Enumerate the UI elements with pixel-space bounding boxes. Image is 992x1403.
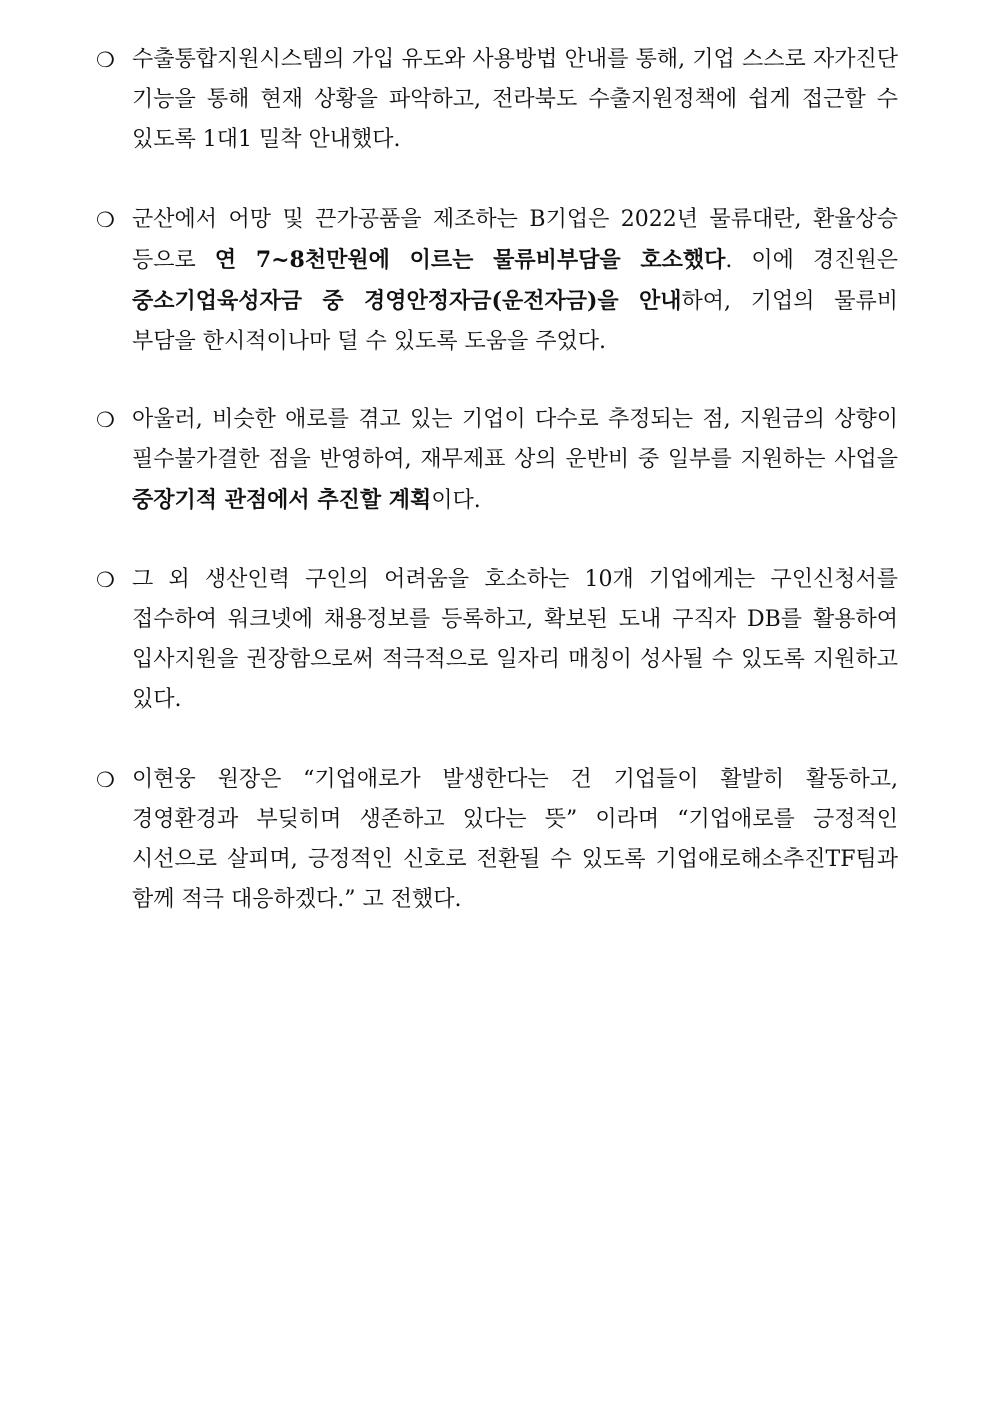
- text-run: 이현웅 원장은 “기업애로가 발생한다는 건 기업들이 활발히 활동하고, 경영환경과 부딪히며 생존하고 있다는 뜻” 이라며 “기업애로를 긍정적인 시선으로 살피며, 긍정적인 신호로 전환될 수 있도록 기업애로해소추진TF팀과 함께 적극 대응하겠다.” 고 전했다.: [132, 767, 898, 912]
- paragraph-text: [132, 200, 898, 362]
- paragraph-text: [132, 400, 898, 521]
- paragraph-text: [132, 560, 898, 720]
- emphasis-text: 중소기업육성자금 중 경영안정자금(운전자금)을 안내: [132, 288, 682, 314]
- paragraph-export-support: [96, 40, 898, 160]
- text-run: . 이에 경진원은: [725, 248, 898, 273]
- paragraph-long-term-plan: [96, 400, 898, 521]
- text-run: 아울러, 비슷한 애로를 겪고 있는 기업이 다수로 추정되는 점, 지원금의 상향이 필수불가결한 점을 반영하여, 재무제표 상의 운반비 중 일부를 지원하는 사업을: [132, 407, 898, 472]
- text-run: 그 외 생산인력 구인의 어려움을 호소하는 10개 기업에게는 구인신청서를 접수하여 워크넷에 채용정보를 등록하고, 확보된 도내 구직자 DB를 활용하여 입사지원을 권장함으로써 적극적으로 일자리 매칭이 성사될 수 있도록 지원하고 있다.: [132, 567, 898, 712]
- text-run: 수출통합지원시스템의 가입 유도와 사용방법 안내를 통해, 기업 스스로 자가진단 기능을 통해 현재 상황을 파악하고, 전라북도 수출지원정책에 쉽게 접근할 수 있도록 1대1 밀착 안내했다.: [132, 47, 898, 152]
- text-run: 이다.: [431, 488, 481, 513]
- bullet-icon: ❍: [96, 768, 115, 792]
- bullet-icon: ❍: [96, 568, 115, 592]
- emphasis-text: 중장기적 관점에서 추진할 계획: [132, 487, 432, 513]
- paragraph-job-matching: [96, 560, 898, 720]
- emphasis-text: 연 7~8천만원에 이르는 물류비부담을 호소했다: [214, 247, 726, 273]
- text-run: 군산에서 어망 및 끈가공품을 제조하는 B기업은 2022년 물류대란, 환율상승 등으로: [132, 207, 898, 273]
- paragraph-director-quote: [96, 760, 898, 920]
- bullet-icon: ❍: [96, 408, 115, 432]
- bullet-icon: ❍: [96, 48, 115, 72]
- paragraph-text: [132, 760, 898, 920]
- bullet-icon: ❍: [96, 208, 115, 232]
- text-run: 하여, 기업의 물류비 부담을 한시적이나마 덜 수 있도록 도움을 주었다.: [132, 289, 899, 354]
- paragraph-logistics-burden: [96, 200, 898, 362]
- paragraph-text: [132, 40, 898, 160]
